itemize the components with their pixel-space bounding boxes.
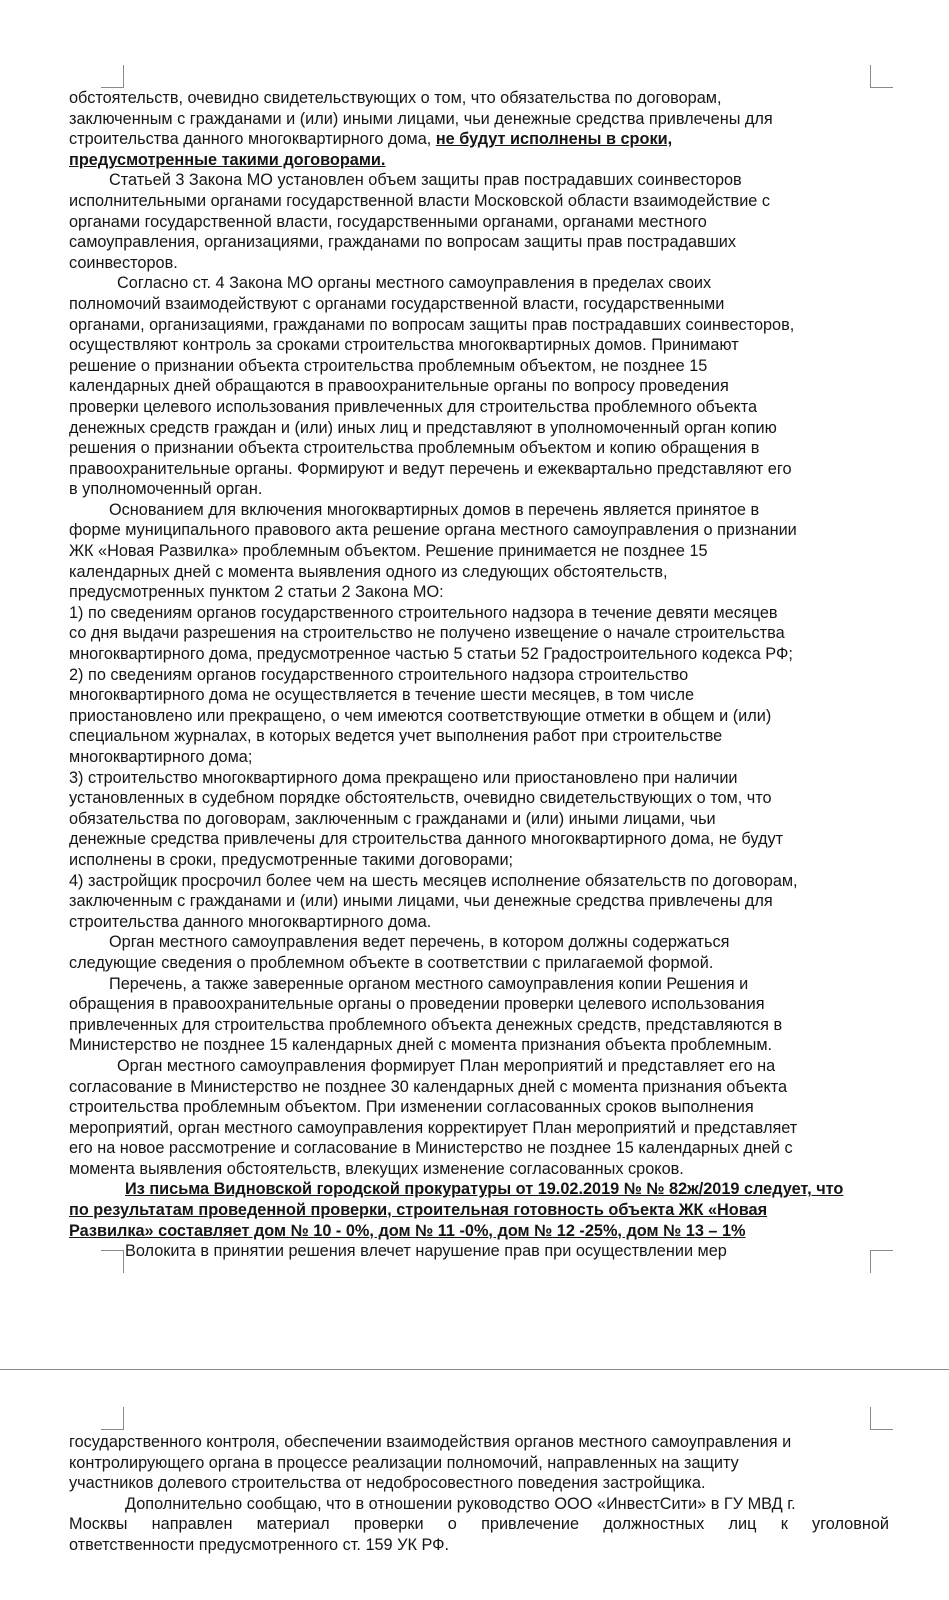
line-text: 1) по сведениям органов государственного строительного надзора в течение девяти месяцев bbox=[69, 603, 778, 622]
text-line bbox=[69, 747, 889, 768]
line-text: контролирующего органа в процессе реализации полномочий, направленных на защиту bbox=[69, 1453, 739, 1472]
text-line bbox=[69, 850, 889, 871]
line-text: установленных в судебном порядке обстоятельств, очевидно свидетельствующих о том, что bbox=[69, 789, 772, 808]
text-line bbox=[69, 1221, 889, 1242]
line-text: строительства данного многоквартирного дома. bbox=[69, 912, 432, 931]
text-line bbox=[69, 1432, 889, 1453]
line-text: его на новое рассмотрение и согласование в Министерство не позднее 15 календарных дней с bbox=[69, 1139, 793, 1158]
text-line bbox=[69, 809, 889, 830]
text-line bbox=[69, 1200, 889, 1221]
line-text: приостановлено или прекращено, о чем имеются соответствующие отметки в общем и (или) bbox=[69, 706, 772, 725]
text-line bbox=[69, 912, 889, 933]
text-line bbox=[69, 1535, 889, 1556]
margin-corner-mark bbox=[870, 65, 893, 88]
emphasized-text: Развилка» составляет дом № 10 - 0%, дом № 11 -0%, дом № 12 -25%, дом № 13 – 1% bbox=[69, 1221, 746, 1240]
text-line bbox=[69, 953, 889, 974]
text-line bbox=[69, 1097, 889, 1118]
line-text: в уполномоченный орган. bbox=[69, 480, 263, 499]
line-text: многоквартирного дома не осуществляется в течение шести месяцев, в том числе bbox=[69, 686, 695, 705]
line-text: Дополнительно сообщаю, что в отношении руководство ООО «ИнвестСити» в ГУ МВД г. bbox=[125, 1494, 796, 1513]
emphasized-text: не будут исполнены в сроки, bbox=[435, 130, 673, 149]
line-text: 2) по сведениям органов государственного строительного надзора строительство bbox=[69, 665, 689, 684]
line-text: соинвесторов. bbox=[69, 253, 178, 272]
line-text: момента выявления обстоятельств, влекущих изменение согласованных сроков. bbox=[69, 1159, 684, 1178]
text-line bbox=[69, 562, 889, 583]
text-line bbox=[69, 1035, 889, 1056]
text-line bbox=[69, 603, 889, 624]
line-text: участников долевого строительства от недобросовестного поведения застройщика. bbox=[69, 1474, 706, 1493]
line-text: Основанием для включения многоквартирных домов в перечень является принятое в bbox=[109, 500, 760, 519]
line-text: денежные средства привлечены для строительства данного многоквартирного дома, не будут bbox=[69, 830, 784, 849]
text-line bbox=[69, 479, 889, 500]
line-text: обязательства по договорам, заключенным с гражданами и (или) иными лицами, чьи bbox=[69, 809, 716, 828]
text-line bbox=[69, 974, 889, 995]
line-text: органами, организациями, гражданами по вопросам защиты прав пострадавших соинвесторов, bbox=[69, 315, 795, 334]
text-line bbox=[69, 129, 889, 150]
text-line bbox=[69, 418, 889, 439]
line-text: привлеченных для строительства проблемного объекта денежных средств, представляются в bbox=[69, 1015, 783, 1034]
text-line bbox=[69, 623, 889, 644]
line-text: предусмотренных пунктом 2 статьи 2 Закона МО: bbox=[69, 583, 444, 602]
text-line bbox=[69, 1015, 889, 1036]
text-line bbox=[69, 665, 889, 686]
line-text: ответственности предусмотренного ст. 159 УК РФ. bbox=[69, 1535, 450, 1554]
text-line bbox=[69, 541, 889, 562]
line-text: проверки целевого использования привлеченных для строительства проблемного объекта bbox=[69, 397, 758, 416]
line-text: полномочий взаимодействуют с органами государственной власти, государственными bbox=[69, 294, 725, 313]
text-line bbox=[69, 685, 889, 706]
text-line bbox=[69, 644, 889, 665]
document-page-2 bbox=[0, 1371, 949, 1600]
line-text: денежных средств граждан и (или) иных лиц и представляют в уполномоченный орган копию bbox=[69, 418, 777, 437]
line-text: правоохранительные органы. Формируют и ведут перечень и ежеквартально представляют его bbox=[69, 459, 792, 478]
text-line bbox=[69, 768, 889, 789]
page-1-body-text bbox=[69, 88, 889, 1262]
page-2-body-text bbox=[69, 1432, 889, 1556]
line-text: 4) застройщик просрочил более чем на шесть месяцев исполнение обязательств по договорам, bbox=[69, 871, 798, 890]
text-line bbox=[69, 356, 889, 377]
text-line bbox=[69, 273, 889, 294]
text-line bbox=[69, 726, 889, 747]
text-line bbox=[69, 438, 889, 459]
line-text: специальном журналах, в которых ведется учет выполнения работ при строительстве bbox=[69, 727, 723, 746]
text-line bbox=[69, 376, 889, 397]
line-text: государственного контроля, обеспечении взаимодействия органов местного самоуправления и bbox=[69, 1433, 792, 1451]
text-line bbox=[69, 1056, 889, 1077]
line-text: обстоятельств, очевидно свидетельствующих о том, что обязательства по договорам, bbox=[69, 89, 722, 107]
line-text: Согласно ст. 4 Закона МО органы местного самоуправления в пределах своих bbox=[117, 274, 712, 293]
text-line bbox=[69, 1241, 889, 1262]
line-text: многоквартирного дома; bbox=[69, 748, 253, 766]
text-line bbox=[69, 994, 889, 1015]
line-text: Орган местного самоуправления ведет перечень, в котором должны содержаться bbox=[109, 933, 730, 952]
line-text: форме муниципального правового акта решение органа местного самоуправления о признании bbox=[69, 521, 797, 540]
text-line bbox=[69, 500, 889, 521]
text-line bbox=[69, 1118, 889, 1139]
line-text: Перечень, а также заверенные органом местного самоуправления копии Решения и bbox=[109, 974, 749, 993]
text-line bbox=[69, 232, 889, 253]
text-line bbox=[69, 212, 889, 233]
text-line bbox=[69, 150, 889, 171]
text-line bbox=[69, 582, 889, 603]
line-text: 3) строительство многоквартирного дома прекращено или приостановлено при наличии bbox=[69, 768, 738, 787]
line-text: Москвы направлен материал проверки о привлечение должностных лиц к уголовной bbox=[69, 1515, 889, 1534]
text-line bbox=[69, 397, 889, 418]
line-text: осуществляют контроль за сроками строительства многоквартирных домов. Принимают bbox=[69, 336, 739, 355]
text-line bbox=[69, 170, 889, 191]
line-text: органами государственной власти, государственными органами, органами местного bbox=[69, 212, 707, 231]
emphasized-text: по результатам проведенной проверки, строительная готовность объекта ЖК «Новая bbox=[69, 1201, 768, 1220]
text-line bbox=[69, 315, 889, 336]
line-text: строительства данного многоквартирного дома, bbox=[69, 130, 436, 149]
margin-corner-mark bbox=[101, 1407, 124, 1430]
text-line bbox=[69, 891, 889, 912]
line-text: ЖК «Новая Развилка» проблемным объектом. Решение принимается не позднее 15 bbox=[69, 542, 708, 561]
text-line bbox=[69, 459, 889, 480]
line-text: заключенным с гражданами и (или) иными лицами, чьи денежные средства привлечены для bbox=[69, 892, 773, 911]
text-line bbox=[69, 520, 889, 541]
line-text: строительства проблемным объектом. При изменении согласованных сроков выполнения bbox=[69, 1098, 754, 1117]
text-line bbox=[69, 88, 889, 109]
line-text: Министерство не позднее 15 календарных дней с момента признания объекта проблемным. bbox=[69, 1036, 773, 1055]
margin-corner-mark bbox=[101, 65, 124, 88]
line-text: самоуправления, организациями, гражданами по вопросам защиты прав пострадавших bbox=[69, 233, 737, 252]
line-text: решения о признании объекта строительства проблемным объектом и копию обращения в bbox=[69, 439, 760, 458]
text-line bbox=[69, 294, 889, 315]
emphasized-text: Из письма Видновской городской прокуратуры от 19.02.2019 № № 82ж/2019 следует, что bbox=[125, 1180, 844, 1199]
text-line bbox=[69, 1179, 889, 1200]
line-text: мероприятий, орган местного самоуправления корректирует План мероприятий и представляет bbox=[69, 1118, 798, 1137]
line-text: Волокита в принятии решения влечет нарушение прав при осуществлении мер bbox=[125, 1242, 727, 1261]
margin-corner-mark bbox=[870, 1407, 893, 1430]
text-line bbox=[69, 1514, 889, 1535]
text-line bbox=[69, 829, 889, 850]
line-text: исполнительными органами государственной власти Московской области взаимодействие с bbox=[69, 191, 771, 210]
text-line bbox=[69, 706, 889, 727]
emphasized-text: предусмотренные такими договорами. bbox=[69, 150, 386, 169]
line-text: со дня выдачи разрешения на строительство не получено извещение о начале строительства bbox=[69, 624, 785, 643]
text-line bbox=[69, 1159, 889, 1180]
line-text: Статьей 3 Закона МО установлен объем защиты прав пострадавших соинвесторов bbox=[109, 171, 742, 190]
text-line bbox=[69, 871, 889, 892]
text-line bbox=[69, 1494, 889, 1515]
line-text: согласование в Министерство не позднее 30 календарных дней с момента признания объекта bbox=[69, 1077, 788, 1096]
line-text: многоквартирного дома, предусмотренное частью 5 статьи 52 Градостроительного кодекса РФ; bbox=[69, 645, 793, 664]
line-text: обращения в правоохранительные органы о проведении проверки целевого использования bbox=[69, 995, 765, 1014]
text-line bbox=[69, 1077, 889, 1098]
line-text: Орган местного самоуправления формирует План мероприятий и представляет его на bbox=[117, 1056, 776, 1075]
text-line bbox=[69, 335, 889, 356]
text-line bbox=[69, 191, 889, 212]
line-text: решение о признании объекта строительства проблемным объектом, не позднее 15 bbox=[69, 356, 708, 375]
text-line bbox=[69, 109, 889, 130]
text-line bbox=[69, 1138, 889, 1159]
line-text: календарных дней обращаются в правоохранительные органы по вопросу проведения bbox=[69, 377, 729, 396]
text-line bbox=[69, 253, 889, 274]
line-text: календарных дней с момента выявления одного из следующих обстоятельств, bbox=[69, 562, 668, 581]
text-line bbox=[69, 1473, 889, 1494]
text-line bbox=[69, 1453, 889, 1474]
text-line bbox=[69, 932, 889, 953]
line-text: исполнены в сроки, предусмотренные такими договорами; bbox=[69, 850, 514, 869]
line-text: следующие сведения о проблемном объекте в соответствии с прилагаемой формой. bbox=[69, 953, 714, 972]
text-line bbox=[69, 788, 889, 809]
line-text: заключенным с гражданами и (или) иными лицами, чьи денежные средства привлечены для bbox=[69, 109, 773, 128]
page-break-divider bbox=[0, 1369, 949, 1370]
